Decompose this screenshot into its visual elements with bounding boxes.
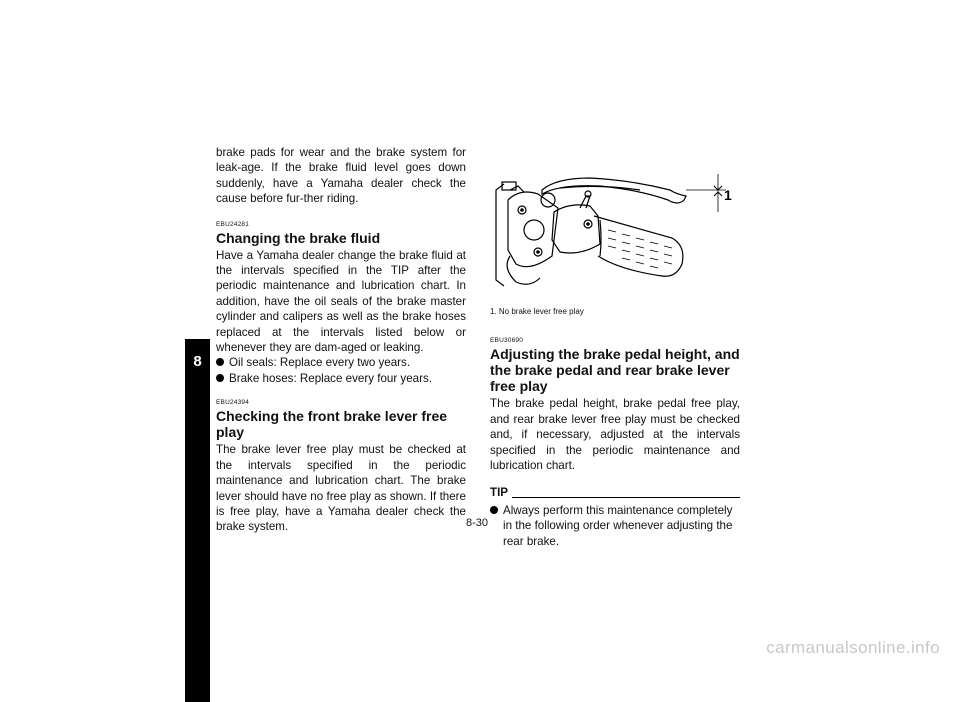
intro-paragraph: brake pads for wear and the brake system for leak-age. If the brake fluid level goes down suddenly, have a Yamaha dealer check the cause before fur-ther riding. — [216, 146, 466, 206]
list-item: Always perform this maintenance completely in the following order whenever adjusting the rear brake. — [490, 503, 740, 549]
bullet-icon — [216, 374, 224, 382]
list-item: Brake hoses: Replace every four years. — [216, 371, 466, 386]
tip-rule — [512, 497, 740, 498]
section-title-brake-pedal: Adjusting the brake pedal height, and the brake pedal and rear brake lever free play — [490, 346, 740, 395]
tip-label: TIP — [490, 486, 509, 500]
section-body-front-brake-lever: The brake lever free play must be checked at the intervals specified in the periodic maintenance and lubrication chart. The brake lever should have no free play as shown. If there is free play, have a Yamaha dealer check the brake system. — [216, 443, 466, 534]
section-title-front-brake-lever: Checking the front brake lever free play — [216, 408, 448, 441]
watermark: carmanualsonline.info — [766, 638, 940, 657]
right-column — [490, 145, 740, 549]
brake-lever-illustration — [490, 160, 740, 298]
list-item: Oil seals: Replace every two years. — [216, 355, 466, 370]
chapter-number: 8 — [193, 353, 202, 370]
brake-lever-figure — [490, 160, 740, 298]
page-number: 8-30 — [466, 517, 489, 529]
tip-header — [490, 485, 740, 500]
section-code: EBU24281 — [216, 220, 250, 228]
bullet-icon — [216, 358, 224, 366]
section-title-brake-fluid: Changing the brake fluid — [216, 229, 381, 246]
section-body-brake-pedal: The brake pedal height, brake pedal free play, and rear brake lever free play must be checked and, if necessary, adjusted at the intervals specified in the periodic maintenance and lubrication chart. — [490, 397, 740, 473]
section-code: EBU30690 — [490, 337, 524, 345]
section-body-brake-fluid: Have a Yamaha dealer change the brake fluid at the intervals specified in the TIP after the periodic maintenance and lubrication chart. In addition, have the oil seals of the brake master cylinder and calipers as well as the brake hoses replaced at the intervals listed below or whenever they are dam-aged or leaking. — [216, 248, 466, 355]
bullet-icon — [490, 506, 498, 514]
figure-caption: 1. No brake lever free play — [490, 307, 584, 316]
section-code: EBU24394 — [216, 399, 250, 407]
left-column — [216, 145, 466, 535]
chapter-tab — [185, 339, 210, 702]
figure-callout: 1 — [724, 187, 732, 203]
